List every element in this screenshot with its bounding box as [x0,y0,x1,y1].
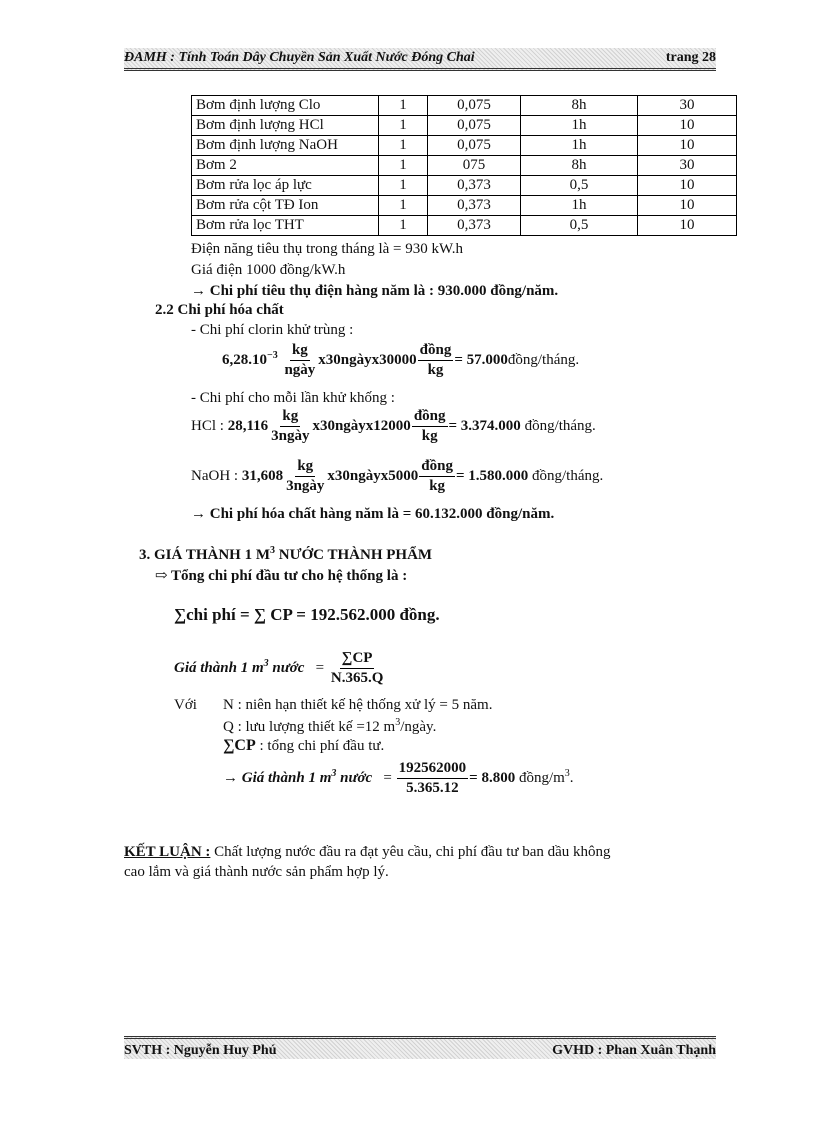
price-formula-label-suffix: nước [268,659,305,676]
header-page-number: trang 28 [665,50,716,65]
naoh-frac-2-den: kg [429,478,446,494]
table-cell: Bơm rửa cột TĐ Ion [192,196,379,216]
table-cell: 10 [638,196,737,216]
clorin-label: - Chi phí clorin khử trùng : [191,322,354,338]
price-heading [139,545,432,564]
final-result: = 8.800 [469,769,516,786]
table-cell: Bơm 2 [192,156,379,176]
naoh-label: NaOH : [191,467,239,484]
naoh-frac-1 [284,458,326,495]
rinse-label: - Chi phí cho mỗi lần khử khống : [191,390,395,406]
table-cell: Bơm định lượng NaOH [192,136,379,156]
table-cell: Bơm định lượng Clo [192,96,379,116]
price-formula-num: ∑CP [340,650,375,669]
final-unit-suffix: . [569,769,574,786]
price-heading-suffix: NƯỚC THÀNH PHẨM [274,547,433,563]
cp-definition [223,737,384,755]
with-label: Với [174,697,197,713]
final-price [223,760,574,797]
table-cell: 1 [379,196,428,216]
conclusion-text-1: Chất lượng nước đầu ra đạt yêu cầu, chi phí đầu tư ban dầu không [210,844,611,860]
hcl-equation [191,408,596,445]
naoh-equation [191,458,603,495]
naoh-result: = 1.580.000 [455,467,529,484]
hcl-result: = 3.374.000 [448,417,521,434]
table-row [192,176,737,196]
table-cell: 30 [638,156,737,176]
final-num: 192562000 [397,760,469,779]
q-definition-sup: 3 [395,717,401,728]
clorin-exp: −3 [267,349,278,361]
naoh-frac-1-num: kg [295,458,315,477]
table-cell: 30 [638,96,737,116]
table-cell: 0,373 [428,196,521,216]
clorin-frac-1-num: kg [290,342,310,361]
table-cell: 1h [521,136,638,156]
final-unit [515,767,574,786]
clorin-unit: đồng/tháng. [507,351,580,368]
q-definition-suffix: /ngày. [400,719,437,735]
table-cell: 8h [521,156,638,176]
clorin-coef: 6,28.10 [222,351,267,368]
clorin-result: = 57.000 [454,351,508,368]
clorin-frac-1 [282,342,317,379]
table-cell: 1 [379,156,428,176]
total-expression: ∑chi phí = ∑ CP = 192.562.000 đồng. [174,605,440,624]
price-formula-label [174,657,305,676]
electric-annual-cost: → Chi phí tiêu thụ điện hàng năm là : 930.000 đồng/năm. [191,283,559,299]
table-row [192,156,737,176]
table-cell: 1 [379,176,428,196]
hcl-unit: đồng/tháng. [524,417,596,434]
table-cell: 1 [379,216,428,236]
cp-symbol: ∑CP [223,737,256,754]
table-cell: 0,075 [428,136,521,156]
table-cell: 0,5 [521,176,638,196]
q-definition-text: Q : lưu lượng thiết kế =12 m [223,719,396,735]
hcl-frac-2 [412,408,448,445]
clorin-frac-1-den: ngày [284,362,316,378]
price-formula-den: N.365.Q [330,670,384,686]
table-cell: 10 [638,136,737,156]
clorin-equation [222,342,579,379]
final-unit-text: đồng/m [515,769,565,786]
table-cell: 8h [521,96,638,116]
table-cell: 1 [379,116,428,136]
chem-annual-cost: → Chi phí hóa chất hàng năm là = 60.132.000 đồng/năm. [191,506,555,522]
final-label-sup: 3 [331,767,337,779]
hcl-label: HCl : [191,417,224,434]
conclusion-line-1 [124,844,611,861]
final-den: 5.365.12 [406,780,459,796]
table-cell: Bơm rửa lọc THT [192,216,379,236]
hcl-frac-1-den: 3ngày [271,428,310,444]
table-row [192,96,737,116]
clorin-mid: x30ngàyx30000 [318,351,417,368]
table-cell: 0,075 [428,96,521,116]
table-row [192,116,737,136]
final-label-text: → Giá thành 1 m [223,769,332,786]
clorin-frac-2-num: đồng [418,342,454,361]
table-cell: 10 [638,216,737,236]
conclusion-label: KẾT LUẬN : [124,844,211,860]
pump-table [191,95,737,236]
page-footer [124,1036,716,1059]
electric-consumption: Điện năng tiêu thụ trong tháng là = 930 kW.h [191,241,464,257]
table-cell: 1h [521,116,638,136]
price-heading-text: 3. GIÁ THÀNH 1 M [139,547,270,563]
electric-price: Giá điện 1000 đồng/kW.h [191,262,346,278]
footer-advisor: GVHD : Phan Xuân Thạnh [552,1043,716,1058]
conclusion-line-2: cao lắm và giá thành nước sản phẩm hợp lý. [124,864,389,880]
price-formula [174,650,386,687]
naoh-frac-2 [419,458,455,495]
table-cell: 0,075 [428,116,521,136]
table-cell: Bơm rửa lọc áp lực [192,176,379,196]
price-formula-label-text: Giá thành 1 m [174,659,264,676]
page-header [124,48,716,71]
table-cell: 10 [638,176,737,196]
hcl-frac-1 [269,408,311,445]
price-formula-frac [329,650,386,687]
final-price-label [223,767,373,786]
table-cell: 1h [521,196,638,216]
clorin-frac-2 [418,342,454,379]
final-label-suffix: nước [336,769,373,786]
naoh-coef: 31,608 [241,467,284,484]
naoh-frac-1-den: 3ngày [286,478,325,494]
chem-heading: 2.2 Chi phí hóa chất [155,302,284,318]
table-cell: 0,5 [521,216,638,236]
hcl-mid: x30ngàyx12000 [312,417,411,434]
table-cell: Bơm định lượng HCl [192,116,379,136]
final-eq: = [383,769,392,786]
cp-definition-text: : tổng chi phí đầu tư. [255,738,385,754]
q-definition [223,717,436,736]
price-formula-eq: = [315,659,325,676]
final-unit-sup: 3 [564,767,570,779]
naoh-unit: đồng/tháng. [532,467,604,484]
table-cell: 1 [379,96,428,116]
table-cell: 075 [428,156,521,176]
table-cell: 10 [638,116,737,136]
naoh-mid: x30ngàyx5000 [327,467,419,484]
hcl-frac-1-num: kg [280,408,300,427]
table-cell: 0,373 [428,216,521,236]
table-cell: 1 [379,136,428,156]
final-frac [397,760,469,797]
price-heading-sup: 3 [269,545,275,556]
table-row [192,216,737,236]
table-row [192,196,737,216]
clorin-frac-2-den: kg [427,362,444,378]
table-cell: 0,373 [428,176,521,196]
naoh-frac-2-num: đồng [419,458,455,477]
price-formula-label-sup: 3 [263,657,269,669]
hcl-frac-2-den: kg [421,428,438,444]
total-label: ⇨ Tổng chi phí đầu tư cho hệ thống là : [155,568,408,584]
pump-table-body [192,96,737,236]
n-definition: N : niên hạn thiết kế hệ thống xử lý = 5 năm. [223,697,493,713]
footer-student: SVTH : Nguyễn Huy Phú [124,1043,277,1058]
table-row [192,136,737,156]
header-title: ĐAMH : Tính Toán Dây Chuyền Sản Xuất Nước Đóng Chai [124,50,475,65]
hcl-frac-2-num: đồng [412,408,448,427]
hcl-coef: 28,116 [227,417,269,434]
